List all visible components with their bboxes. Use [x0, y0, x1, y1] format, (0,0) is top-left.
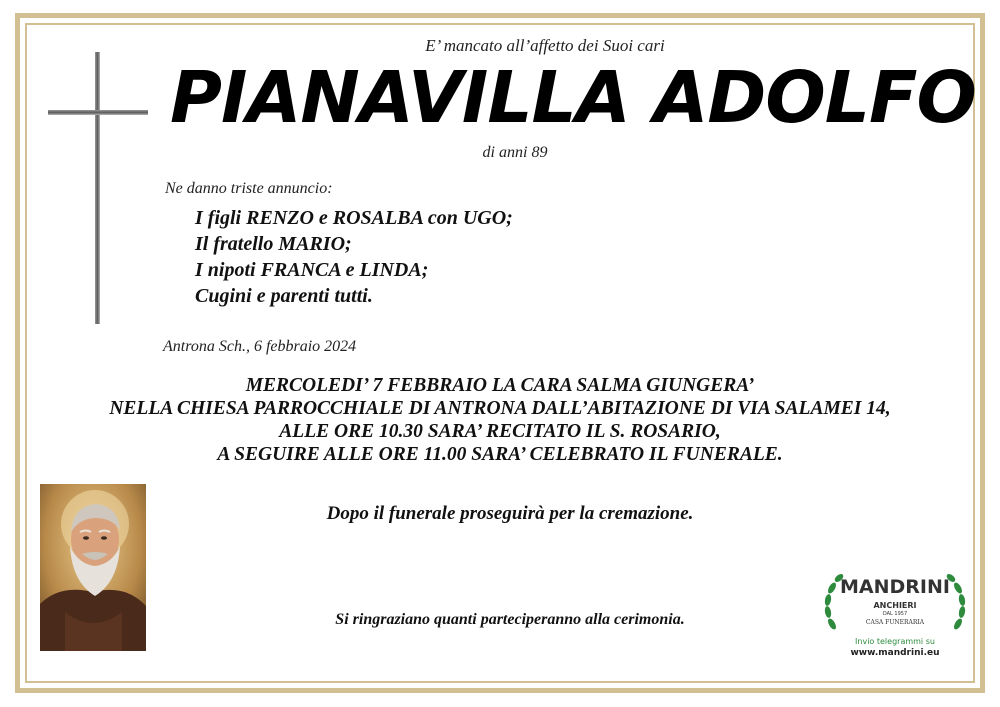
- logo-telegram: Invio telegrammi su: [855, 637, 935, 646]
- logo-since: DAL 1957: [882, 611, 908, 617]
- mourner-line: I figli RENZO e ROSALBA con UGO;: [195, 207, 513, 229]
- thanks-note: Si ringraziano quanti parteciperanno alla cerimonia.: [335, 611, 685, 628]
- deceased-age: di anni 89: [482, 144, 548, 161]
- ceremony-line: NELLA CHIESA PARROCCHIALE DI ANTRONA DALL’ABITAZIONE DI VIA SALAMEI 14,: [109, 398, 891, 419]
- logo-brand: MANDRINI: [840, 576, 950, 598]
- logo-website[interactable]: www.mandrini.eu: [850, 648, 940, 658]
- mourner-line: Cugini e parenti tutti.: [195, 285, 373, 307]
- ceremony-line: MERCOLEDI’ 7 FEBBRAIO LA CARA SALMA GIUNGERA’: [245, 375, 755, 396]
- deceased-name: PIANAVILLA ADOLFO: [170, 56, 976, 139]
- ceremony-line: A SEGUIRE ALLE ORE 11.00 SARA’ CELEBRATO IL FUNERALE.: [217, 444, 783, 465]
- mourner-line: I nipoti FRANCA e LINDA;: [195, 259, 429, 281]
- cremation-note: Dopo il funerale proseguirà per la cremazione.: [326, 503, 694, 524]
- logo-type: CASA FUNERARIA: [865, 619, 925, 626]
- ceremony-block: [0, 374, 1000, 466]
- mourner-line: Il fratello MARIO;: [195, 233, 352, 255]
- ceremony-line: ALLE ORE 10.30 SARA’ RECITATO IL S. ROSARIO,: [279, 421, 721, 442]
- saint-portrait: [40, 484, 146, 651]
- funeral-home-logo: [820, 566, 970, 662]
- cross-icon: [48, 52, 148, 324]
- announce-label: Ne danno triste annuncio:: [165, 180, 333, 197]
- place-date: Antrona Sch., 6 febbraio 2024: [163, 338, 357, 355]
- logo-town: ANCHIERI: [873, 601, 917, 610]
- intro-text: E’ mancato all’affetto dei Suoi cari: [425, 36, 665, 55]
